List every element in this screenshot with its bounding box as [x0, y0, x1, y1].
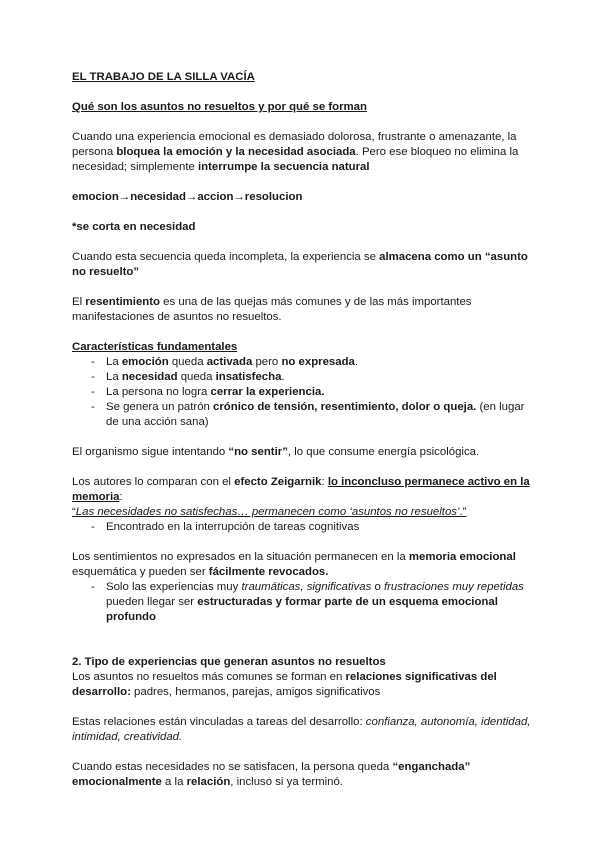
paragraph-memoria: Los sentimientos no expresados en la situación permanecen en la memoria emocional esquemática y pueden ser fácilmente revocados. — [72, 551, 516, 578]
memoria-list — [72, 580, 532, 625]
zeigarnik-list — [72, 520, 532, 535]
paragraph-enganchada: Cuando estas necesidades no se satisfacen, la persona queda “enganchada” emocionalmente a la relación, incluso si ya terminó. — [72, 761, 471, 788]
document-page — [72, 70, 532, 790]
paragraph-organismo: El organismo sigue intentando “no sentir”, lo que consume energía psicológica. — [72, 446, 480, 458]
sequence-line: emocion→necesidad→accion→resolucion — [72, 191, 303, 203]
zeigarnik-quote: “Las necesidades no satisfechas… permanecen como ‘asuntos no resueltos’.” — [72, 506, 467, 518]
list-item: - Se genera un patrón crónico de tensión, resentimiento, dolor o queja. (en lugar de una acción sana) — [91, 400, 532, 430]
paragraph-bloqueo: Cuando una experiencia emocional es demasiado dolorosa, frustrante o amenazante, la persona bloquea la emoción y la necesidad asociada. Pero ese bloqueo no elimina la necesidad; simplemente interrumpe la secuencia natural — [72, 131, 519, 173]
characteristics-heading: Características fundamentales — [72, 341, 238, 353]
paragraph-resentimiento: El resentimiento es una de las quejas más comunes y de las más importantes manifestaciones de asuntos no resueltos. — [72, 296, 472, 323]
section-2-heading: 2. Tipo de experiencias que generan asuntos no resueltos — [72, 656, 386, 668]
paragraph-zeigarnik: Los autores lo comparan con el efecto Zeigarnik: lo inconcluso permanece activo en la memoria: — [72, 476, 530, 503]
list-item: - La emoción queda activada pero no expresada. — [91, 355, 532, 370]
list-item: - Solo las experiencias muy traumáticas, significativas o frustraciones muy repetidas pueden llegar ser estructuradas y formar parte de un esquema emocional profundo — [91, 580, 532, 625]
section-1-heading: Qué son los asuntos no resueltos y por qué se forman — [72, 101, 367, 113]
paragraph-incompleta: Cuando esta secuencia queda incompleta, la experiencia se almacena como un “asunto no resuelto” — [72, 251, 528, 278]
list-item: - Encontrado en la interrupción de tareas cognitivas — [91, 520, 532, 535]
document-title: EL TRABAJO DE LA SILLA VACÍA — [72, 71, 255, 83]
sequence-note: *se corta en necesidad — [72, 221, 196, 233]
list-item: - La persona no logra cerrar la experiencia. — [91, 385, 532, 400]
paragraph-tareas: Estas relaciones están vinculadas a tareas del desarrollo: confianza, autonomía, identidad, intimidad, creatividad. — [72, 716, 531, 743]
paragraph-relaciones: Los asuntos no resueltos más comunes se forman en relaciones significativas del desarrollo: padres, hermanos, parejas, amigos significativos — [72, 671, 497, 698]
list-item: - La necesidad queda insatisfecha. — [91, 370, 532, 385]
characteristics-list — [72, 355, 532, 430]
